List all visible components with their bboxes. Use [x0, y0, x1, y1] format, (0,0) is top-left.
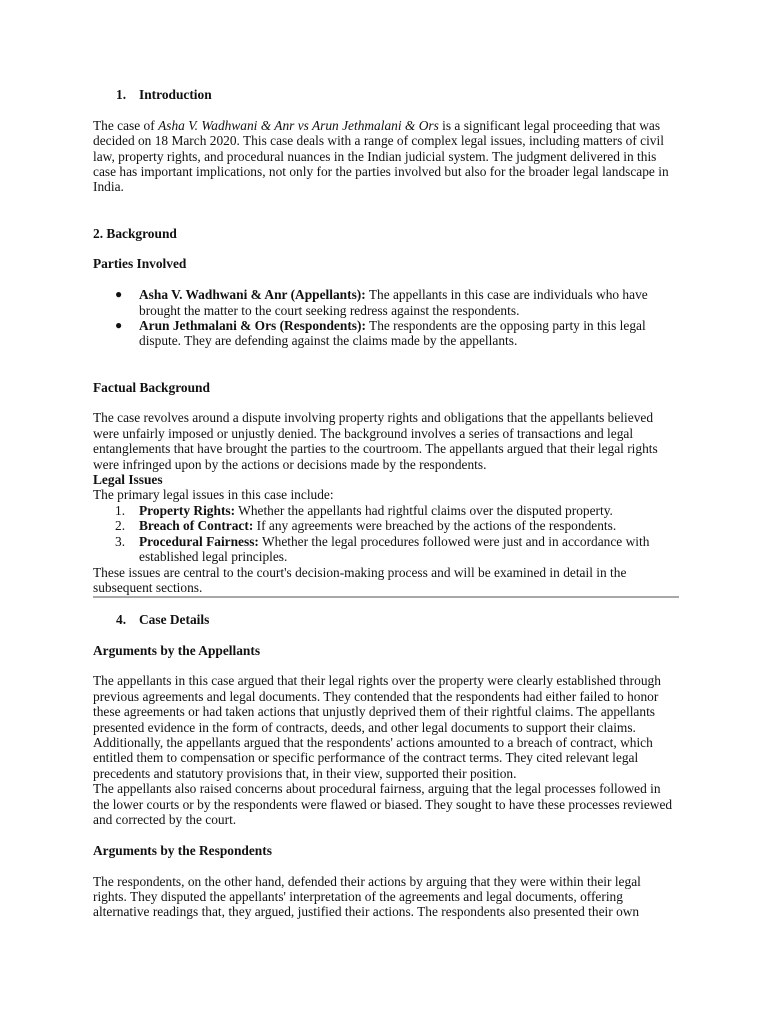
issue-item — [93, 518, 677, 533]
parties-list — [93, 287, 677, 349]
intro-suffix: is a significant legal proceeding that was decided on 18 March 2020. This case deals with a range of complex legal issues, including matters of civil law, property rights, and procedural nuances in the Indian judicial system. The judgment delivered in this case has important implications, not only for the parties involved but also for the broader legal landscape in India. — [93, 117, 669, 195]
bullet-icon: ● — [115, 318, 123, 333]
bullet-icon: ● — [115, 287, 123, 302]
appellants-paragraph: Additionally, the appellants argued that the respondents' actions amounted to a breach of contract, which entitled them to compensation or specific performance of the contract terms. They cited relevant legal precedents and statutory provisions that, in their view, supported their position. — [93, 734, 653, 781]
case-details-title: Case Details — [139, 611, 210, 627]
issue-number: 1. — [115, 502, 126, 518]
introduction-title: Introduction — [139, 87, 212, 102]
party-description: The respondents are the opposing party in this legal dispute. They are defending against the claims made by the appellants. — [139, 318, 646, 349]
introduction-heading — [93, 87, 677, 102]
appellants-paragraph: The appellants also raised concerns about procedural fairness, arguing that the legal processes followed in the lower courts or by the respondents were flawed or biased. They sought to have these processes reviewed and corrected by the court. — [93, 781, 673, 827]
issue-name: Property Rights: — [139, 502, 236, 518]
parties-heading: Parties Involved — [93, 256, 187, 272]
legal-issues-list — [93, 503, 677, 565]
respondents-paragraph: The respondents, on the other hand, defended their actions by arguing that they were within their legal rights. They disputed the appellants' interpretation of the agreements and legal documents, offering alternative readings that, they argued, justified their actions. The respondents also presented their own — [93, 873, 641, 920]
respondents-arguments-heading: Arguments by the Respondents — [93, 842, 272, 858]
issue-number: 2. — [115, 518, 126, 534]
party-item-respondents — [93, 318, 677, 349]
case-name: Asha V. Wadhwani & Anr vs Arun Jethmalani & Ors — [158, 117, 439, 133]
section-divider — [93, 596, 679, 598]
issue-text: Whether the appellants had rightful claims over the disputed property. — [235, 502, 613, 518]
factual-background-heading: Factual Background — [93, 379, 210, 395]
issue-name: Procedural Fairness: — [139, 533, 259, 549]
issue-number: 3. — [115, 533, 126, 549]
appellants-paragraph: The appellants in this case argued that their legal rights over the property were clearly established through previous agreements and legal documents. They contended that the respondents had either failed to honor these agreements or had taken actions that unjustly deprived them of their rightful claims. The appellants presented evidence in the form of contracts, deeds, and other legal documents to support their claims. — [93, 673, 661, 735]
issue-text: If any agreements were breached by the actions of the respondents. — [253, 518, 617, 534]
introduction-paragraph — [93, 118, 677, 195]
issue-text: Whether the legal procedures followed were just and in accordance with established legal principles. — [139, 533, 650, 565]
party-item-appellants — [93, 287, 677, 318]
party-description: The appellants in this case are individuals who have brought the matter to the court seeking redress against the respondents. — [139, 287, 648, 318]
issue-name: Breach of Contract: — [139, 518, 254, 534]
intro-prefix: The case of — [93, 117, 159, 133]
case-details-heading — [93, 612, 677, 627]
legal-issues-heading: Legal Issues — [93, 472, 163, 488]
party-name: Arun Jethmalani & Ors (Respondents): — [139, 318, 366, 334]
legal-issues-outro: These issues are central to the court's decision-making process and will be examined in detail in the subsequent sections. — [93, 564, 627, 595]
document-body — [93, 87, 677, 920]
introduction-number: 1. — [116, 87, 127, 102]
case-details-number: 4. — [116, 611, 127, 627]
issue-item — [93, 534, 677, 565]
factual-background-paragraph: The case revolves around a dispute involving property rights and obligations that the appellants believed were unfairly imposed or unjustly denied. The background involves a series of transactions and legal entanglements that have brought the parties to the courtroom. The appellants argued that their legal rights were infringed upon by the actions or decisions made by the respondents. — [93, 410, 658, 472]
background-heading: 2. Background — [93, 225, 177, 241]
appellants-arguments-heading: Arguments by the Appellants — [93, 642, 261, 658]
issue-item — [93, 503, 677, 518]
legal-issues-intro: The primary legal issues in this case include: — [93, 487, 334, 503]
party-name: Asha V. Wadhwani & Anr (Appellants): — [139, 287, 366, 303]
